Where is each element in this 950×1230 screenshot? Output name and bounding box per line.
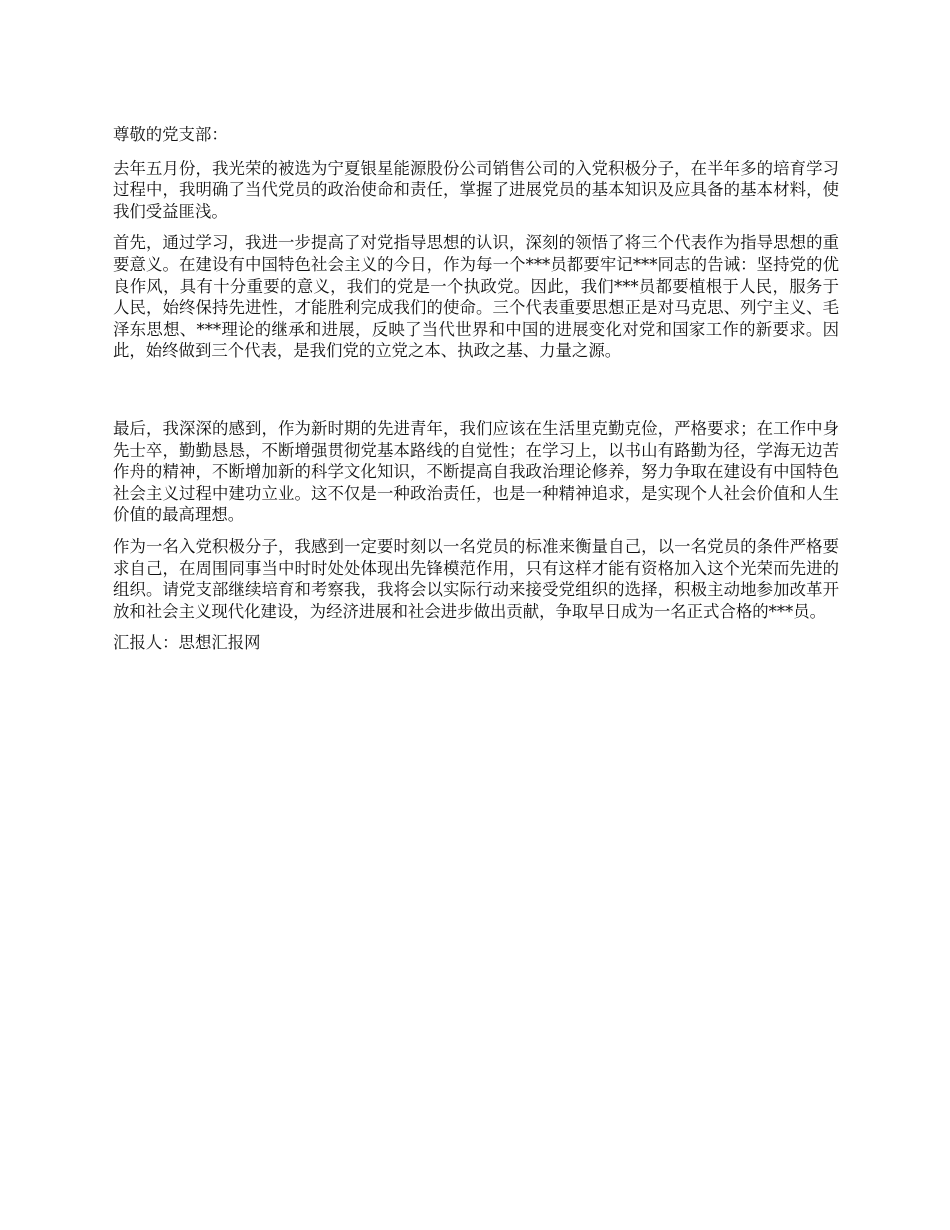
paragraph-spacer bbox=[113, 372, 839, 418]
signature: 汇报人：思想汇报网 bbox=[113, 633, 261, 653]
paragraph-commitment: 作为一名入党积极分子，我感到一定要时刻以一名党员的标准来衡量自己，以一名党员的条件严格要求自己，在周围同事当中时时处处体现出先锋模范作用，只有这样才能有资格加入这个光荣而先进的组织。请党支部继续培育和考察我，我将会以实际行动来接受党组织的选择，积极主动地参加改革开放和社会主义现代化建设，为经济进展和社会进步做出贡献，争取早日成为一名正式合格的***员。 bbox=[113, 536, 839, 621]
paragraph-conclusion: 最后，我深深的感到，作为新时期的先进青年，我们应该在生活里克勤克俭，严格要求；在工作中身先士卒，勤勤恳恳，不断增强贯彻党基本路线的自觉性；在学习上，以书山有路勤为径，学海无边苦作舟的精神，不断增加新的科学文化知识，不断提高自我政治理论修养，努力争取在建设有中国特色社会主义过程中建功立业。这不仅是一种政治责任，也是一种精神追求，是实现个人社会价值和人生价值的最高理想。 bbox=[113, 418, 839, 525]
paragraph-guiding-thought: 首先，通过学习，我进一步提高了对党指导思想的认识，深刻的领悟了将三个代表作为指导思想的重要意义。在建设有中国特色社会主义的今日，作为每一个***员都要牢记***同志的告诫：坚持党的优良作风，具有十分重要的意义，我们的党是一个执政党。因此，我们***员都要植根于人民，服务于人民，始终保持先进性，才能胜利完成我们的使命。三个代表重要思想正是对马克思、列宁主义、毛泽东思想、***理论的继承和进展，反映了当代世界和中国的进展变化对党和国家工作的新要求。因此，始终做到三个代表，是我们党的立党之本、执政之基、力量之源。 bbox=[113, 233, 839, 361]
salutation: 尊敬的党支部： bbox=[113, 125, 228, 144]
paragraph-intro: 去年五月份，我光荣的被选为宁夏银星能源股份公司销售公司的入党积极分子，在半年多的培育学习过程中，我明确了当代党员的政治使命和责任，掌握了进展党员的基本知识及应具备的基本材料，使我们受益匪浅。 bbox=[113, 158, 839, 221]
letter-document bbox=[113, 124, 839, 664]
